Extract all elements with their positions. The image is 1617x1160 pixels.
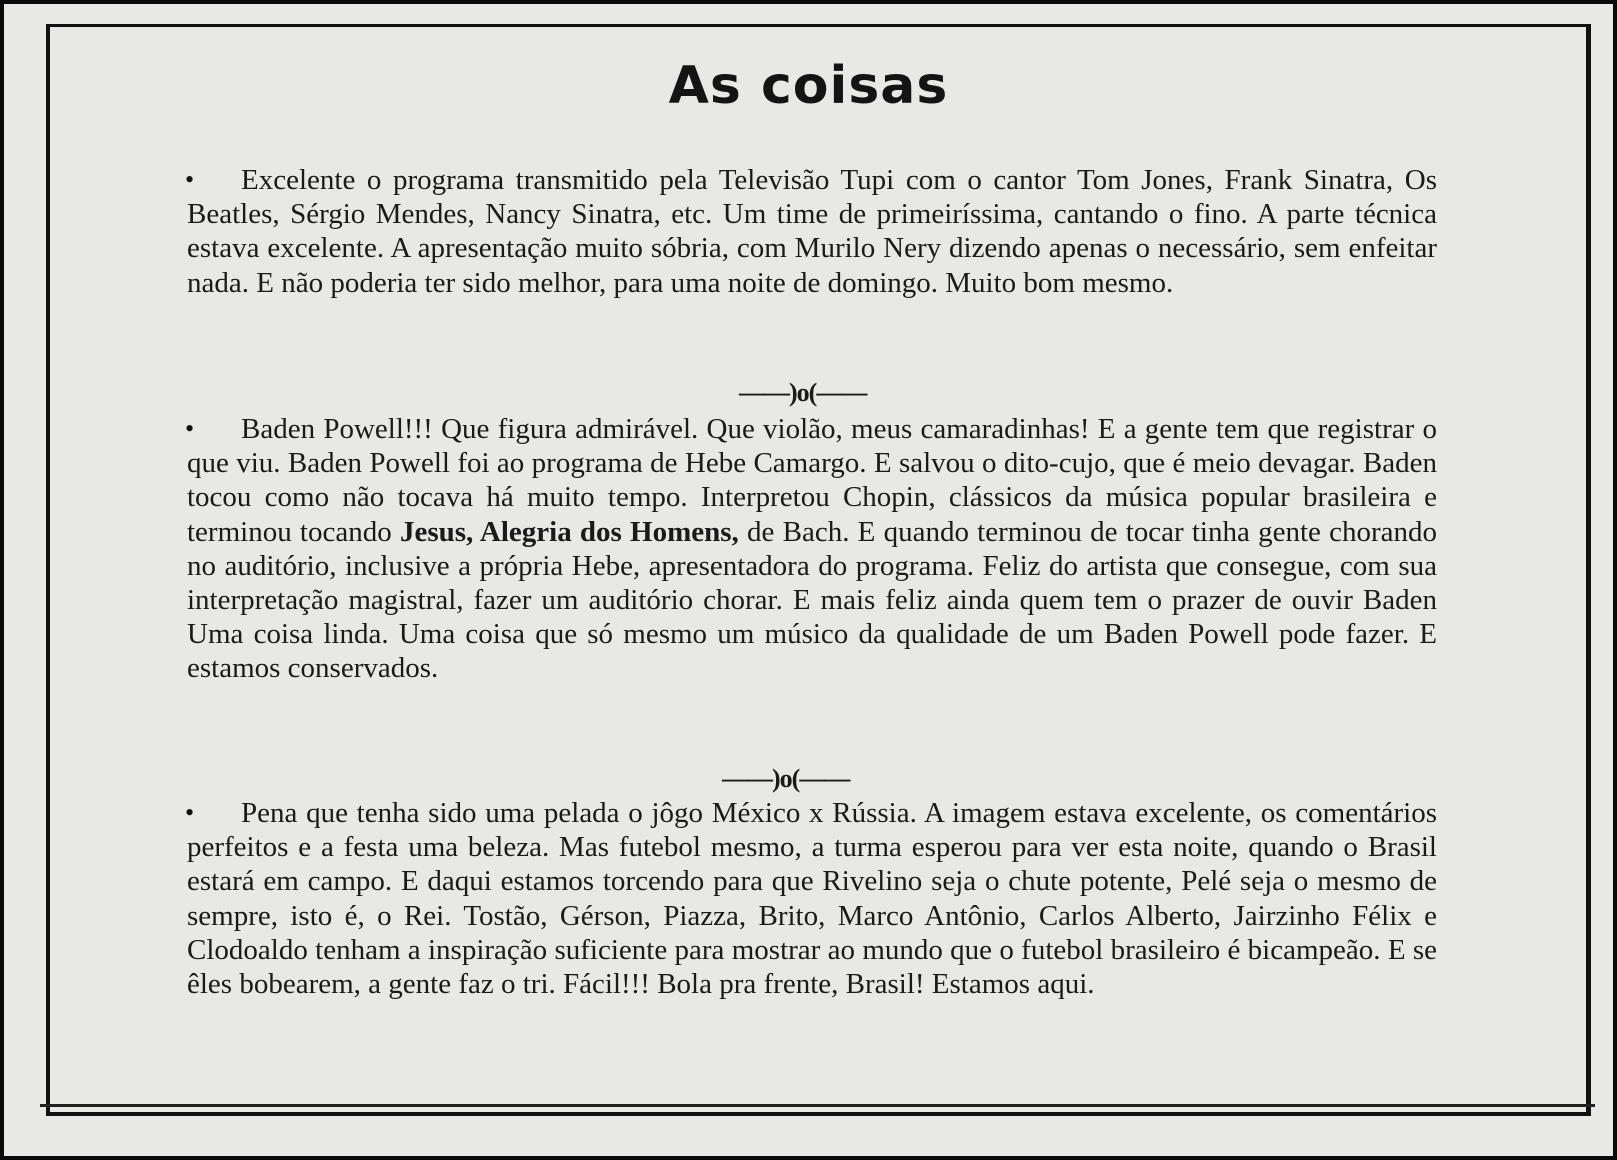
article-text: Excelente o programa transmitido pela Televisão Tupi com o cantor Tom Jones, Frank Sinatra, Os Beatles, Sérgio Mendes, Nancy Sinatra, etc. Um time de primeiríssima, cantando o fino. A parte técnica estava excelente. A apresentação muito sóbria, com Murilo Nery dizendo apenas o necessário, sem enfeitar nada. E não poderia ter sido melhor, para uma noite de domingo. Muito bom mesmo. (187, 164, 1437, 299)
article-text: Pena que tenha sido uma pelada o jôgo México x Rússia. A imagem estava excelente, os comentários perfeitos e a festa uma beleza. Mas futebol mesmo, a turma esperou para ver esta noite, quando o Brasil estará em campo. E daqui estamos torcendo para que Rivelino seja o chute potente, Pelé seja o mesmo de sempre, isto é, o Rei. Tostão, Gérson, Piazza, Brito, Marco Antônio, Carlos Alberto, Jairzinho Félix e Clodoaldo tenham a inspiração suficiente para mostrar ao mundo que o futebol brasileiro é bicampeão. E se êles bobearem, a gente faz o tri. Fácil!!! Bola pra frente, Brasil! Estamos aqui. (187, 797, 1437, 1001)
newspaper-clipping (4, 4, 1613, 1156)
section-separator: ——)o(—— (722, 764, 850, 793)
bottom-rule (40, 1104, 1595, 1107)
article-baden-powell (187, 412, 1437, 686)
bullet-icon: • (185, 798, 195, 827)
article-text: de Bach. E quando terminou de tocar tinha gente chorando no auditório, inclusive a própria Hebe, apresentadora do programa. Feliz do artista que consegue, com sua interpretação magistral, fazer um auditório chorar. E mais feliz ainda quem tem o prazer de ouvir Baden Uma coisa linda. Uma coisa que só mesmo um músico da qualidade de um Baden Powell pode fazer. E estamos conservados. (187, 515, 1437, 685)
article-text: Baden Powell!!! Que figura admirável. Que violão, meus camaradinhas! E a gente tem que registrar o que viu. Baden Powell foi ao programa de Hebe Camargo. E salvou o dito-cujo, que é meio devagar. Baden tocou como não tocava há muito tempo. Interpretou Chopin, clássicos da música popular brasileira e terminou tocando (187, 413, 1437, 548)
bullet-icon: • (185, 165, 195, 194)
article-mexico-russia (187, 796, 1437, 1001)
article-text-bold: Jesus, Alegria dos Homens, (399, 515, 739, 548)
bullet-icon: • (185, 414, 195, 443)
section-separator: ——)o(—— (739, 378, 867, 407)
column-title: As coisas (668, 56, 949, 116)
article-tv-tupi (187, 163, 1437, 300)
